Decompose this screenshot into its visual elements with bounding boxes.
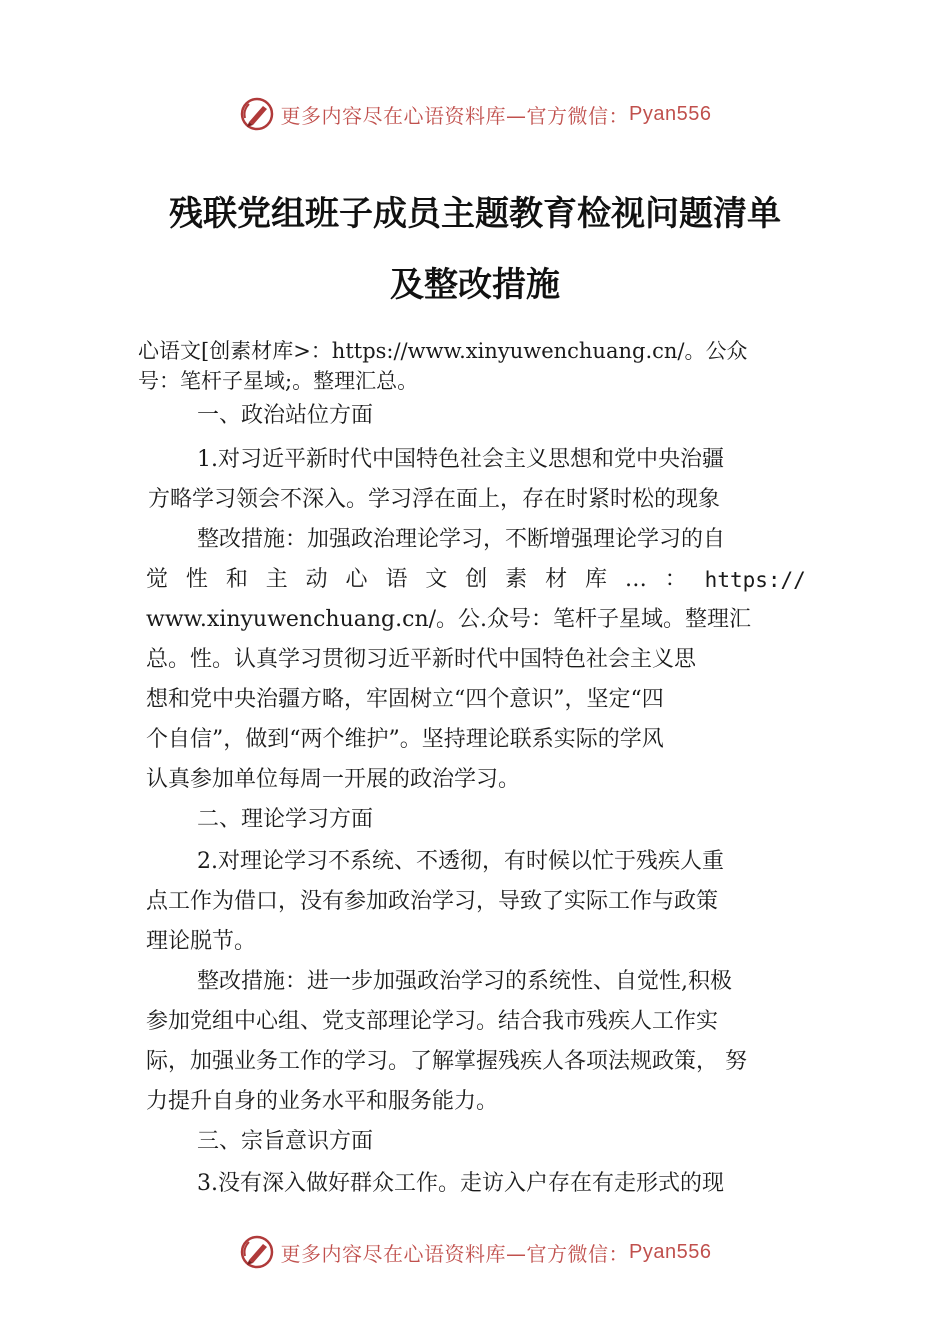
- char: 主: [265, 567, 288, 592]
- char: 心: [345, 567, 368, 592]
- banner-text: 更多内容尽在心语资料库—官方微信：: [280, 103, 630, 128]
- item-1-line-1: 1.对习近平新时代中国特色社会主义思想和党中央治疆: [197, 447, 724, 472]
- measure-1-line-5: 想和党中央治疆方略，牢固树立“四个意识”，坚定“四: [146, 687, 664, 712]
- char: …: [624, 567, 647, 592]
- page-title-line1: 残联党组班子成员主题教育检视问题清单: [169, 194, 781, 234]
- char: 材: [545, 567, 568, 592]
- item-1-line-2: 方略学习领会不深入。学习浮在面上，存在时紧时松的现象: [148, 487, 721, 512]
- item-3-line-1: 3.没有深入做好群众工作。走访入户存在有走形式的现: [197, 1171, 724, 1196]
- measure-1-line-6: 个自信”，做到“两个维护”。坚持理论联系实际的学风: [146, 727, 664, 752]
- url-fragment: https://: [704, 568, 806, 592]
- header-banner: [0, 94, 950, 134]
- char: 创: [465, 567, 488, 592]
- item-2-line-1: 2.对理论学习不系统、不透彻，有时候以忙于残疾人重: [197, 849, 724, 874]
- char: 语: [385, 567, 408, 592]
- char: 觉: [146, 567, 169, 592]
- item-2-line-2: 点工作为借口，没有参加政治学习，导致了实际工作与政策: [146, 889, 719, 914]
- section-heading-3: 三、宗旨意识方面: [197, 1129, 374, 1154]
- char: 库: [584, 567, 607, 592]
- page-title-line2: 及整改措施: [390, 265, 560, 305]
- source-line-2: 号：笔杆子星域;。整理汇总。: [138, 369, 419, 393]
- pen-logo-icon: [239, 1234, 275, 1270]
- measure-1-line-7: 认真参加单位每周一开展的政治学习。: [146, 767, 521, 792]
- measure-1-line-1: 整改措施：加强政治理论学习，不断增强理论学习的自: [197, 527, 726, 552]
- banner-wechat-id: Pyan556: [629, 102, 712, 125]
- measure-1-line-4: 总。性。认真学习贯彻习近平新时代中国特色社会主义思: [146, 647, 697, 672]
- char: ：: [664, 567, 687, 592]
- item-2-line-3: 理论脱节。: [146, 929, 257, 954]
- measure-2-line-2: 参加党组中心组、党支部理论学习。结合我市残疾人工作实: [146, 1009, 719, 1034]
- char: 素: [505, 567, 528, 592]
- char: 性: [185, 567, 208, 592]
- banner-text: 更多内容尽在心语资料库—官方微信：: [280, 1241, 630, 1266]
- banner-wechat-id: Pyan556: [629, 1240, 712, 1263]
- char: 动: [305, 567, 328, 592]
- section-heading-2: 二、理论学习方面: [197, 807, 374, 832]
- section-heading-1: 一、政治站位方面: [197, 403, 374, 428]
- measure-2-line-3: 际，加强业务工作的学习。了解掌握残疾人各项法规政策， 努: [146, 1049, 747, 1074]
- footer-banner: [0, 1232, 950, 1272]
- pen-logo-icon: [239, 96, 275, 132]
- char: 文: [425, 567, 448, 592]
- measure-1-line-3: www.xinyuwenchuang.cn/。公.众号：笔杆子星域。整理汇: [146, 607, 752, 632]
- char: 和: [225, 567, 248, 592]
- source-line-1: 心语文[创素材库>：https://www.xinyuwenchuang.cn/。公众: [138, 339, 748, 363]
- measure-2-line-4: 力提升自身的业务水平和服务能力。: [146, 1089, 499, 1114]
- measure-1-line-2: [146, 560, 806, 600]
- measure-2-line-1: 整改措施：进一步加强政治学习的系统性、自觉性,积极: [197, 969, 732, 994]
